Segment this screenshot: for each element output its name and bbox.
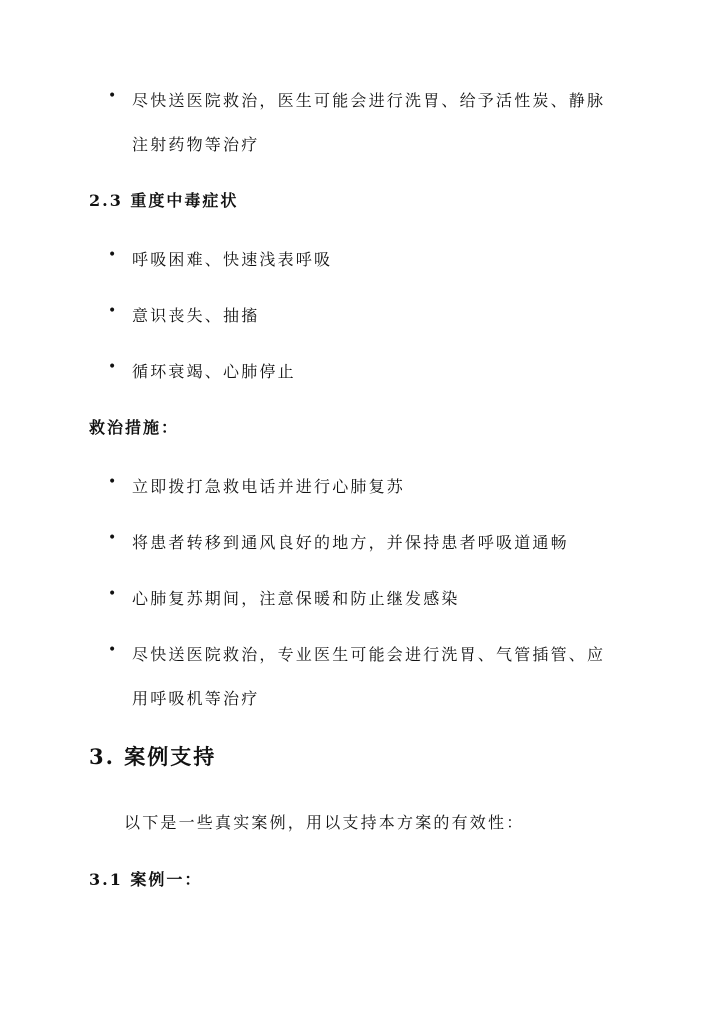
list-item-text: 循环衰竭、心肺停止 — [132, 362, 296, 381]
list-item-text-continued: 注射药物等治疗 — [132, 135, 260, 154]
list-item-text: 将患者转移到通风良好的地方，并保持患者呼吸道通畅 — [132, 533, 569, 552]
bullet-icon: • — [108, 586, 119, 602]
bullet-icon: • — [108, 530, 119, 546]
bullet-icon: • — [108, 247, 119, 263]
list-item-text: 心肺复苏期间，注意保暖和防止继发感染 — [132, 589, 460, 608]
bullet-icon: • — [108, 359, 119, 375]
list-item-text: 意识丧失、抽搐 — [132, 306, 260, 325]
list-item-text: 呼吸困难、快速浅表呼吸 — [132, 250, 333, 269]
section-heading-3-1: 3.1 案例一： — [89, 870, 203, 889]
list-item-text: 尽快送医院救治，医生可能会进行洗胃、给予活性炭、静脉 — [132, 91, 606, 110]
bullet-icon: • — [108, 88, 119, 104]
list-item-text: 尽快送医院救治，专业医生可能会进行洗胃、气管插管、应 — [132, 645, 606, 664]
bullet-icon: • — [108, 642, 119, 658]
list-item-text-continued: 用呼吸机等治疗 — [132, 689, 260, 708]
bullet-icon: • — [108, 303, 119, 319]
section-heading-2-3: 2.3 重度中毒症状 — [89, 191, 239, 210]
bullet-icon: • — [108, 474, 119, 490]
section-intro-paragraph: 以下是一些真实案例，用以支持本方案的有效性： — [124, 813, 525, 832]
measures-heading: 救治措施： — [89, 418, 180, 437]
section-heading-3: 3. 案例支持 — [89, 744, 217, 769]
list-item-text: 立即拨打急救电话并进行心肺复苏 — [132, 477, 406, 496]
